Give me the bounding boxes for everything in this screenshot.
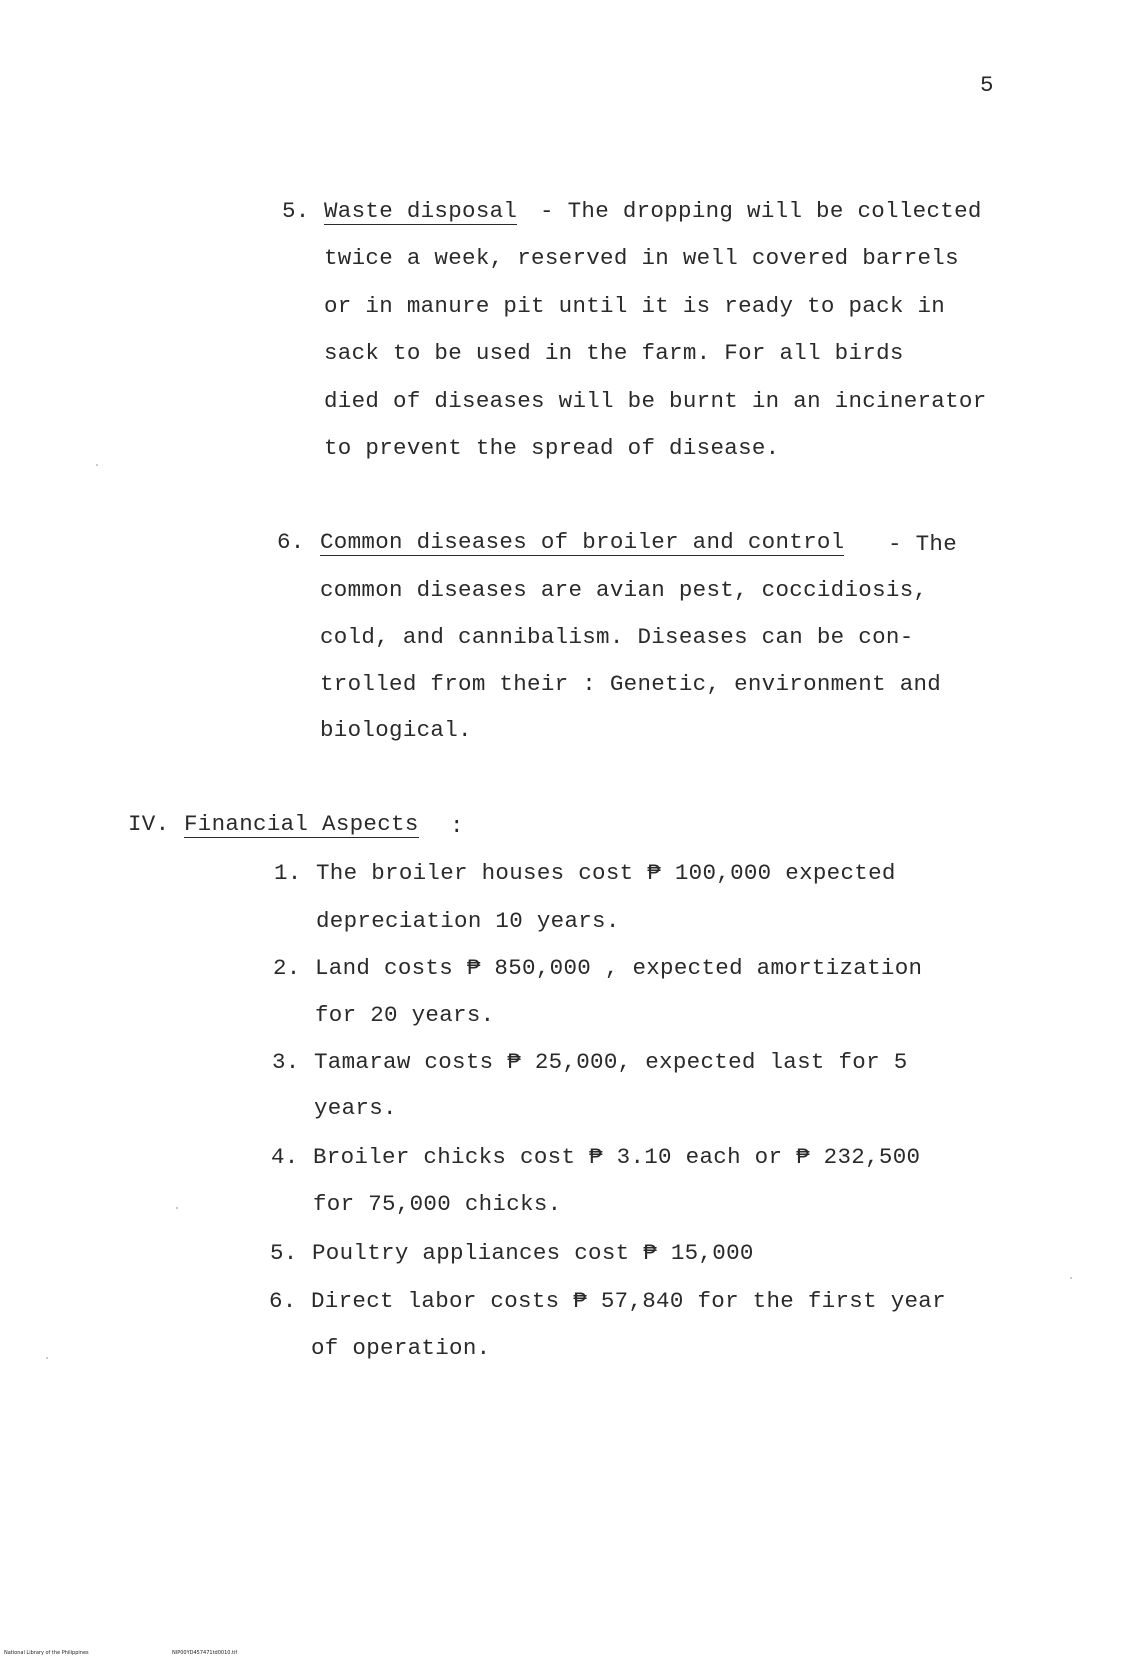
financial-item-text: Broiler chicks cost ₱ 3.10 each or ₱ 232,500 xyxy=(313,1144,921,1170)
financial-heading: Financial Aspects xyxy=(184,811,419,837)
financial-item-text: Land costs ₱ 850,000 , expected amortization xyxy=(315,955,923,981)
waste-text-line: died of diseases will be burnt in an incinerator xyxy=(324,388,987,414)
financial-item-text: years. xyxy=(314,1095,397,1121)
financial-item-number: 6. xyxy=(269,1288,297,1314)
diseases-text-line: trolled from their : Genetic, environment and xyxy=(320,671,942,697)
waste-item-number: 5. xyxy=(282,198,310,224)
footer-library-name: National Library of the Philippines xyxy=(4,1650,89,1656)
section-roman-numeral: IV. xyxy=(128,811,170,837)
diseases-item-number: 6. xyxy=(277,529,305,555)
financial-item-text: The broiler houses cost ₱ 100,000 expected xyxy=(316,860,896,886)
diseases-text-line: biological. xyxy=(320,717,472,743)
scan-speck xyxy=(46,1357,48,1359)
financial-heading-colon: : xyxy=(450,813,464,839)
financial-item-number: 3. xyxy=(272,1049,300,1075)
diseases-text-line: cold, and cannibalism. Diseases can be con- xyxy=(320,624,914,650)
waste-text-line: - The dropping will be collected xyxy=(540,198,982,224)
footer-file-name: NIP00YD457471td0010.tif xyxy=(172,1650,238,1656)
financial-item-number: 1. xyxy=(274,860,302,886)
financial-item-text: for 20 years. xyxy=(315,1002,495,1028)
diseases-text-line: - The xyxy=(888,531,958,557)
waste-text-line: sack to be used in the farm. For all birds xyxy=(324,340,904,366)
waste-text-line: to prevent the spread of disease. xyxy=(324,435,780,461)
scan-speck xyxy=(1070,1277,1072,1279)
waste-heading: Waste disposal xyxy=(324,198,518,224)
waste-text-line: twice a week, reserved in well covered barrels xyxy=(324,245,959,271)
financial-item-text: Tamaraw costs ₱ 25,000, expected last for 5 xyxy=(314,1049,908,1075)
financial-item-text: of operation. xyxy=(311,1335,491,1361)
financial-item-number: 4. xyxy=(271,1144,299,1170)
financial-item-text: for 75,000 chicks. xyxy=(313,1191,562,1217)
scan-speck xyxy=(96,464,98,466)
scan-speck xyxy=(176,1207,178,1209)
financial-item-text: Poultry appliances cost ₱ 15,000 xyxy=(312,1240,754,1266)
waste-text-line: or in manure pit until it is ready to pack in xyxy=(324,293,946,319)
financial-item-text: depreciation 10 years. xyxy=(316,908,620,934)
financial-item-number: 5. xyxy=(270,1240,298,1266)
page-number: 5 xyxy=(980,72,994,98)
diseases-text-line: common diseases are avian pest, coccidiosis, xyxy=(320,577,928,603)
diseases-heading: Common diseases of broiler and control xyxy=(320,529,845,555)
financial-item-number: 2. xyxy=(273,955,301,981)
financial-item-text: Direct labor costs ₱ 57,840 for the first year xyxy=(311,1288,946,1314)
